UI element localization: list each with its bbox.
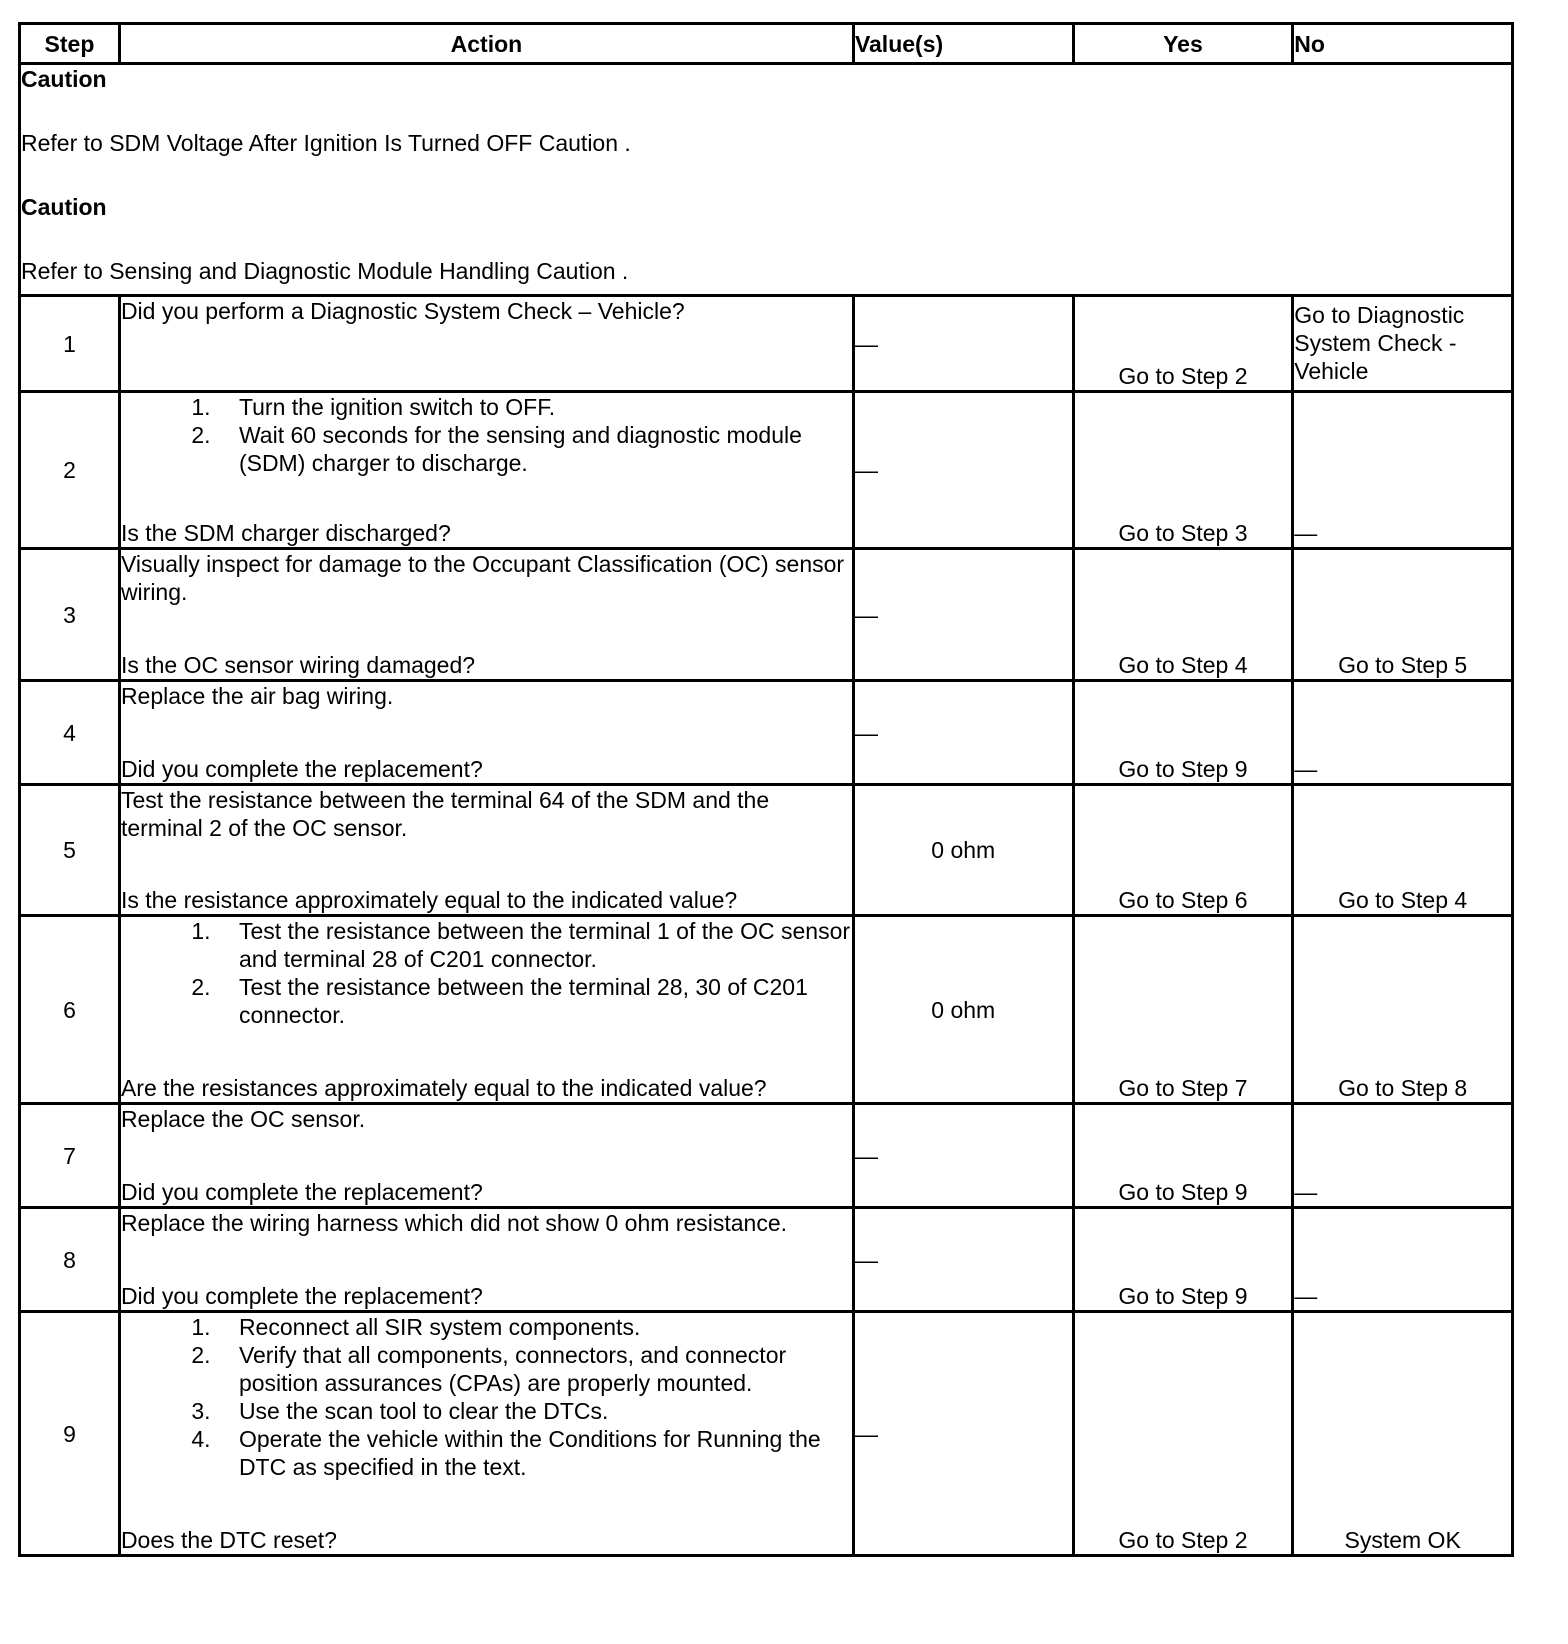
action-steps-list — [121, 1313, 852, 1481]
value-cell: — — [853, 1104, 1073, 1208]
header-action: Action — [119, 24, 853, 64]
table-row — [20, 392, 1513, 549]
action-step-item: 1. Reconnect all SIR system components. — [217, 1313, 852, 1341]
value-cell: — — [853, 392, 1073, 549]
action-question: Is the SDM charger discharged? — [120, 520, 451, 546]
table-row — [20, 296, 1513, 392]
action-cell — [119, 1312, 853, 1556]
caution-title: Caution — [21, 66, 107, 92]
caution-cell — [20, 64, 1513, 296]
action-steps-list — [121, 917, 852, 1029]
no-cell: — — [1293, 392, 1513, 549]
table-row — [20, 681, 1513, 785]
no-cell: — — [1293, 1104, 1513, 1208]
header-no: No — [1293, 24, 1513, 64]
action-text: Replace the wiring harness which did not show 0 ohm resistance. — [120, 1210, 788, 1236]
diagnostic-table — [18, 22, 1514, 1557]
action-cell — [119, 681, 853, 785]
yes-cell: Go to Step 9 — [1073, 681, 1293, 785]
no-cell: Go to Step 8 — [1293, 916, 1513, 1104]
step-number: 9 — [20, 1312, 120, 1556]
action-text: Replace the OC sensor. — [120, 1106, 366, 1132]
step-number: 6 — [20, 916, 120, 1104]
action-step-item: 1. Turn the ignition switch to OFF. — [217, 393, 852, 421]
caution-text: Refer to Sensing and Diagnostic Module Handling Caution . — [21, 258, 629, 284]
action-cell — [119, 392, 853, 549]
header-yes: Yes — [1073, 24, 1293, 64]
action-cell — [119, 549, 853, 681]
yes-cell: Go to Step 3 — [1073, 392, 1293, 549]
header-row — [20, 24, 1513, 64]
caution-row — [20, 64, 1513, 296]
value-cell: — — [853, 681, 1073, 785]
step-number: 2 — [20, 392, 120, 549]
action-question: Did you complete the replacement? — [120, 1283, 483, 1309]
yes-cell: Go to Step 4 — [1073, 549, 1293, 681]
action-cell — [119, 1104, 853, 1208]
step-number: 8 — [20, 1208, 120, 1312]
no-cell: System OK — [1293, 1312, 1513, 1556]
yes-cell: Go to Step 9 — [1073, 1104, 1293, 1208]
action-text: Test the resistance between the terminal 64 of the SDM and the terminal 2 of the OC sensor. — [120, 787, 770, 841]
action-step-item: 2. Verify that all components, connectors, and connector position assurances (CPAs) are properly mounted. — [217, 1341, 852, 1397]
yes-cell: Go to Step 2 — [1073, 1312, 1293, 1556]
action-cell — [119, 916, 853, 1104]
action-text: Did you perform a Diagnostic System Check – Vehicle? — [120, 298, 685, 324]
yes-cell: Go to Step 2 — [1073, 296, 1293, 392]
action-steps-list — [121, 393, 852, 477]
value-cell: 0 ohm — [853, 785, 1073, 916]
action-step-item: 4. Operate the vehicle within the Conditions for Running the DTC as specified in the text. — [217, 1425, 852, 1481]
action-question: Did you complete the replacement? — [120, 1179, 483, 1205]
action-cell — [119, 785, 853, 916]
step-number: 7 — [20, 1104, 120, 1208]
step-number: 5 — [20, 785, 120, 916]
action-question: Does the DTC reset? — [120, 1527, 337, 1553]
action-question: Is the OC sensor wiring damaged? — [120, 652, 476, 678]
action-question: Are the resistances approximately equal to the indicated value? — [120, 1075, 767, 1101]
action-cell — [119, 1208, 853, 1312]
action-step-item: 2. Test the resistance between the terminal 28, 30 of C201 connector. — [217, 973, 852, 1029]
no-cell: — — [1293, 1208, 1513, 1312]
action-question: Did you complete the replacement? — [120, 756, 483, 782]
table-row — [20, 916, 1513, 1104]
value-cell: 0 ohm — [853, 916, 1073, 1104]
value-cell: — — [853, 549, 1073, 681]
table-row — [20, 1208, 1513, 1312]
action-question: Is the resistance approximately equal to the indicated value? — [120, 887, 738, 913]
value-cell: — — [853, 1312, 1073, 1556]
no-cell: Go to Step 5 — [1293, 549, 1513, 681]
header-step: Step — [20, 24, 120, 64]
action-text: Visually inspect for damage to the Occupant Classification (OC) sensor wiring. — [120, 551, 845, 605]
table-row — [20, 1312, 1513, 1556]
step-number: 1 — [20, 296, 120, 392]
action-text: Replace the air bag wiring. — [120, 683, 394, 709]
table-row — [20, 1104, 1513, 1208]
no-cell: — — [1293, 681, 1513, 785]
yes-cell: Go to Step 7 — [1073, 916, 1293, 1104]
header-values: Value(s) — [853, 24, 1073, 64]
value-cell: — — [853, 1208, 1073, 1312]
action-step-item: 3. Use the scan tool to clear the DTCs. — [217, 1397, 852, 1425]
caution-text: Refer to SDM Voltage After Ignition Is Turned OFF Caution . — [21, 130, 631, 156]
action-cell — [119, 296, 853, 392]
caution-title: Caution — [21, 194, 107, 220]
yes-cell: Go to Step 9 — [1073, 1208, 1293, 1312]
step-number: 4 — [20, 681, 120, 785]
action-step-item: 1. Test the resistance between the terminal 1 of the OC sensor and terminal 28 of C201 connector. — [217, 917, 852, 973]
table-row — [20, 549, 1513, 681]
step-number: 3 — [20, 549, 120, 681]
action-step-item: 2. Wait 60 seconds for the sensing and diagnostic module (SDM) charger to discharge. — [217, 421, 852, 477]
no-cell: Go to Diagnostic System Check - Vehicle — [1293, 296, 1513, 392]
table-row — [20, 785, 1513, 916]
no-cell: Go to Step 4 — [1293, 785, 1513, 916]
value-cell: — — [853, 296, 1073, 392]
yes-cell: Go to Step 6 — [1073, 785, 1293, 916]
